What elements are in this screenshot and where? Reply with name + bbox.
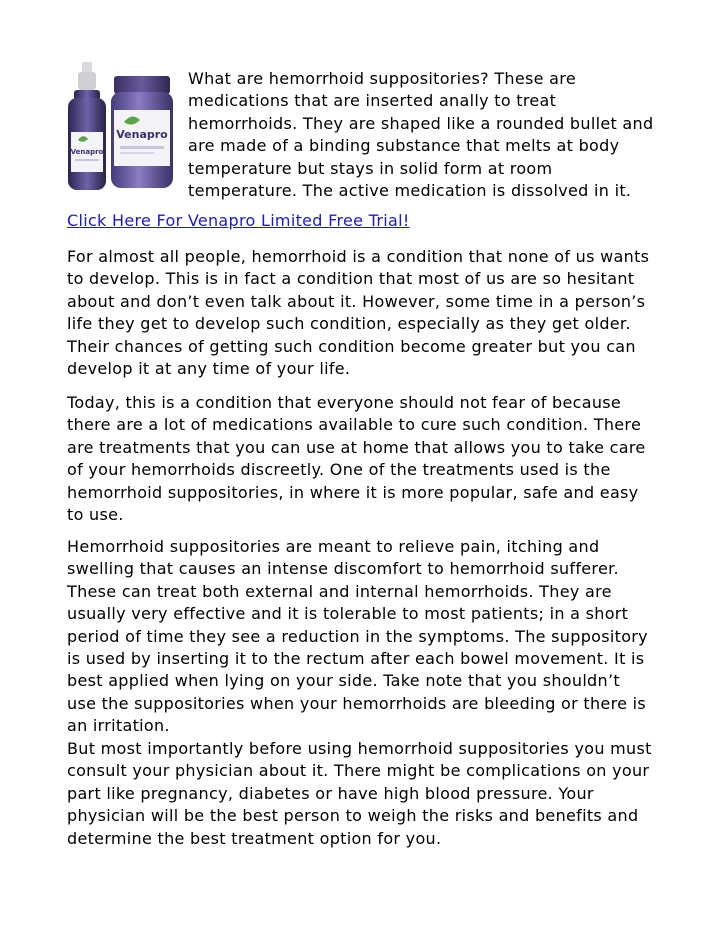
paragraph-2-line: to use.: [67, 505, 124, 525]
intro-line: medications that are inserted anally to treat: [188, 91, 557, 111]
paragraph-2-line: Today, this is a condition that everyone should not fear of because: [67, 393, 622, 412]
intro-line: What are hemorrhoid suppositories? These are: [188, 69, 576, 88]
paragraph-4-line: determine the best treatment option for you.: [67, 828, 442, 848]
paragraph-3-line: an irritation.: [67, 716, 170, 736]
paragraph-2-line: of your hemorrhoids discreetly. One of the treatments used is the: [67, 460, 611, 480]
paragraph-4-line: physician will be the best person to weigh the risks and benefits and: [67, 806, 639, 826]
paragraph-3: [67, 536, 667, 738]
paragraph-3-line: period of time they see a reduction in the symptoms. The suppository: [67, 626, 648, 646]
paragraph-3-line: is used by inserting it to the rectum after each bowel movement. It is: [67, 649, 645, 669]
paragraph-4: [67, 738, 667, 850]
paragraph-3-line: best applied when lying on your side. Take note that you shouldn’t: [67, 671, 620, 691]
venapro-free-trial-link[interactable]: Click Here For Venapro Limited Free Trial!: [67, 211, 410, 230]
intro-line: temperature but stays in solid form at room: [188, 158, 553, 178]
paragraph-3-line: These can treat both external and internal hemorrhoids. They are: [67, 581, 612, 601]
spray-brand-text: Venapro: [70, 148, 104, 156]
intro-line: are made of a binding substance that melts at body: [188, 136, 620, 156]
paragraph-1-line: about and don’t even talk about it. However, some time in a person’s: [67, 291, 646, 311]
paragraph-3-line: Hemorrhoid suppositories are meant to relieve pain, itching and: [67, 537, 600, 556]
paragraph-1-line: life they get to develop such condition, especially as they get older.: [67, 314, 631, 334]
paragraph-4-line: But most importantly before using hemorrhoid suppositories you must: [67, 739, 652, 758]
venapro-product-image: [62, 62, 178, 194]
paragraph-2: [67, 392, 667, 526]
paragraph-2-line: hemorrhoid suppositories, in where it is more popular, safe and easy: [67, 482, 639, 502]
intro-line: hemorrhoids. They are shaped like a rounded bullet and: [188, 113, 654, 133]
paragraph-3-line: swelling that causes an intense discomfort to hemorrhoid sufferer.: [67, 559, 619, 579]
paragraph-2-line: are treatments that you can use at home that allows you to take care: [67, 437, 646, 457]
paragraph-3-line: usually very effective and it is tolerable to most patients; in a short: [67, 604, 629, 624]
paragraph-1-line: For almost all people, hemorrhoid is a condition that none of us wants: [67, 247, 650, 266]
intro-text: [188, 68, 668, 202]
paragraph-1-line: Their chances of getting such condition become greater but you can: [67, 336, 636, 356]
paragraph-1-line: develop it at any time of your life.: [67, 359, 351, 379]
paragraph-3-line: use the suppositories when your hemorrhoids are bleeding or there is: [67, 693, 647, 713]
paragraph-2-line: there are a lot of medications available to cure such condition. There: [67, 415, 642, 435]
jar-brand-text: Venapro: [116, 128, 168, 141]
paragraph-4-line: part like pregnancy, diabetes or have high blood pressure. Your: [67, 783, 594, 803]
paragraph-1: [67, 246, 667, 380]
paragraph-4-line: consult your physician about it. There might be complications on your: [67, 761, 650, 781]
intro-line: temperature. The active medication is dissolved in it.: [188, 181, 632, 201]
paragraph-1-line: to develop. This is in fact a condition that most of us are so hesitant: [67, 269, 635, 289]
